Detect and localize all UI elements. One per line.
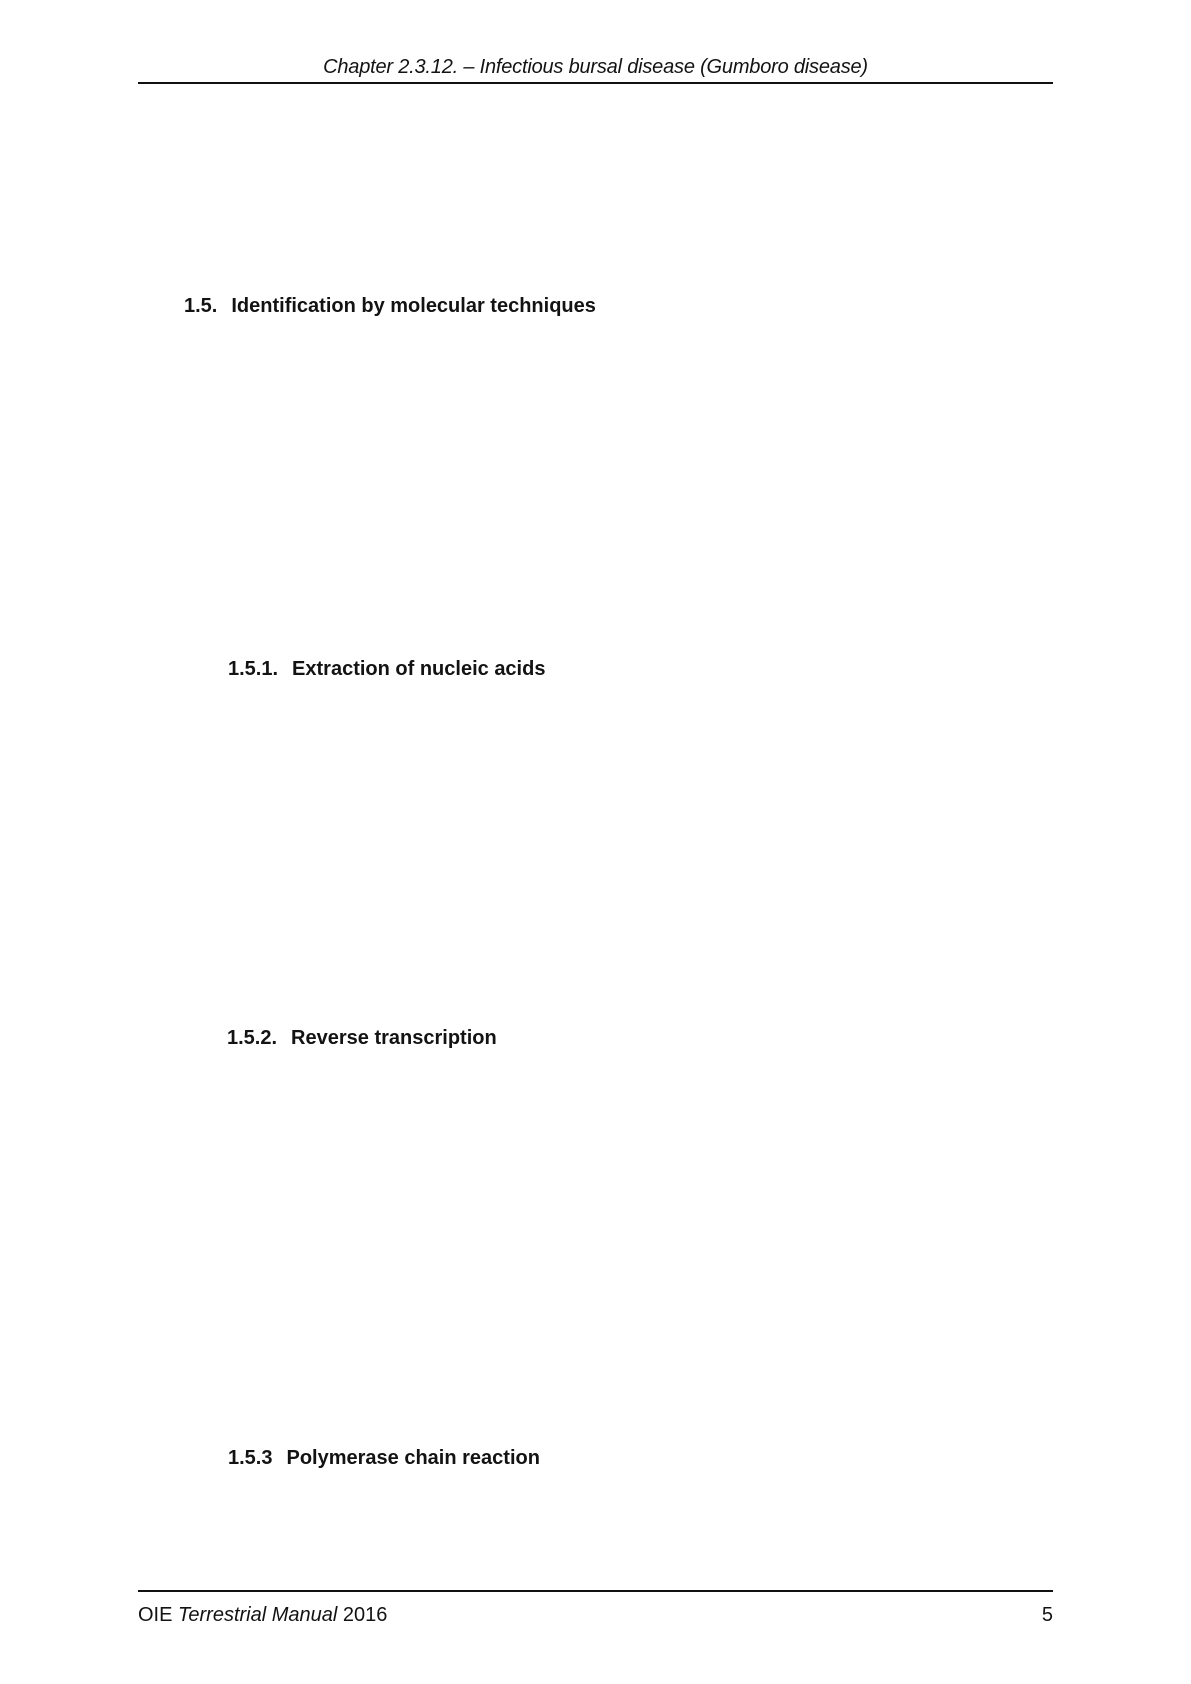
section-number: 1.5.2.	[227, 1027, 278, 1049]
section-title: Polymerase chain reaction	[286, 1447, 540, 1469]
section-heading-1-5-2	[227, 1027, 497, 1050]
page-header-chapter-title: Chapter 2.3.12. – Infectious bursal disease (Gumboro disease)	[323, 56, 868, 78]
footer-rule	[138, 1590, 1053, 1592]
section-number: 1.5.1.	[228, 658, 279, 680]
page-number: 5	[1041, 1604, 1053, 1626]
section-heading-1-5	[184, 295, 596, 318]
footer-manual-name: Terrestrial Manual	[178, 1604, 338, 1626]
header-rule	[138, 82, 1053, 84]
section-heading-1-5-3	[228, 1447, 540, 1470]
footer-manual-title	[138, 1604, 387, 1627]
footer-manual-year: 2016	[337, 1604, 388, 1626]
section-title: Identification by molecular techniques	[231, 295, 596, 317]
footer-manual-prefix: OIE	[138, 1604, 179, 1626]
section-number: 1.5.	[184, 295, 218, 317]
section-title: Extraction of nucleic acids	[292, 658, 546, 680]
section-heading-1-5-1	[228, 658, 545, 681]
section-number: 1.5.3	[228, 1447, 273, 1469]
section-title: Reverse transcription	[291, 1027, 497, 1049]
